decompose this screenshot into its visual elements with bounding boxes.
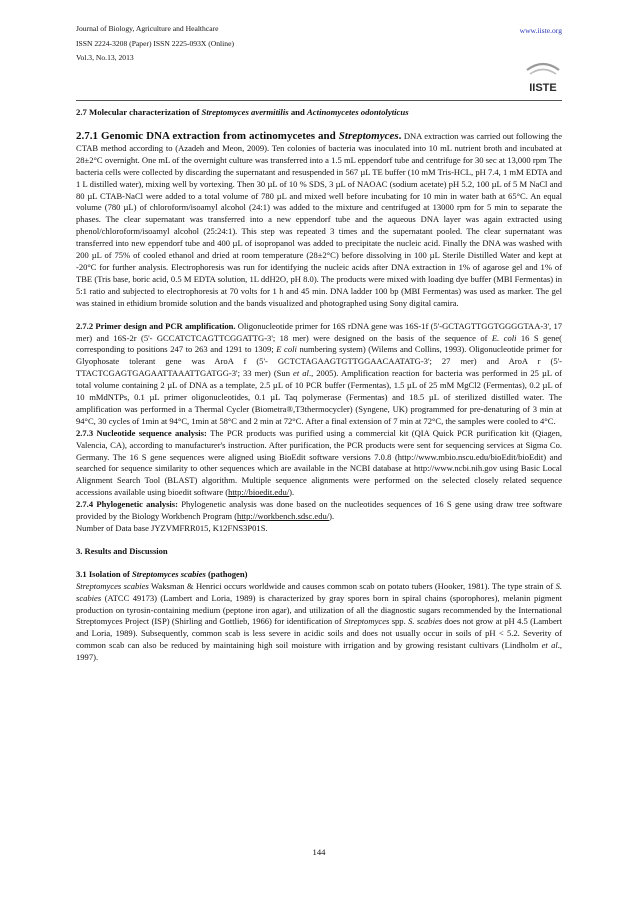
heading-3: 3. Results and Discussion <box>76 545 168 556</box>
paragraph-2-7-2: 2.7.2 Primer design and PCR amplification. Oligonucleotide primer for 16S rDNA gene was 16S-1f (5'-GCTAGTTGGTGGGGTAA-3', 17 mer) and 16S-2r (5'- GCCATCTCAGTTCGGATTG-3'; 18 mer) were designed on the basis of the sequence of E. coli 16 S gene( corresponding to positions 247 to 263 and 1291 to 1309; E coli numbering system) (Wilems and Collins, 1993). Oligonucleotide primer for Glyophosate tolerant gene was AroA f (5'- GCTCTAGAAGTGTTGGAACAATATG-3'; 27 mer) and AroA r (5'-TTACTCGAGTGAGAATTAAATTGATGG-3'; 33 mer) (Sun et al., 2005). Amplification reaction for bacteria was performed in 25 µL of total volume containing 2 µL of DNA as a template, 2.5 µL of 10 PCR buffer (Fermentas), 1.5 µL of 25 mM MgCl2 (Fermentas), 0.2 µL of 10 mMdNTPs, 0.1 µL primer oligonucleotides, 0.1 µL Taq polymerase (Fermentas) and 18.5 µL of sterilized distilled water. The amplification was performed in a Thermal Cycler (Biometra®,T3thermocycler) (Syngene, UK) programmed for pre-denaturing of 3 min at 94°C, 30 cycles of 1min at 94°C, 1min at 58°C and 2 min at 72°C. After a final extension of 7 min at 72°C, the samples were cooled to 4°C. <box>76 320 563 426</box>
paragraph-2-7-3: 2.7.3 Nucleotide sequence analysis: The PCR products was purified using a commercial kit (QIA Quick PCR purification kit (Qiagen, Valencia, CA), according to manufacturer's instruction. After purification, the PCR products were sent for sequencing services at Sigma Co. Germany. The 16 S gene sequences were aligned using BioEdit software versions 7.0.8 (http://www.mbio.nscu.edu/bioEdit/bioEdit) and searched for sequence similarity to other sequences which are available in the NCBI database at http://www.ncbi.nih.gov using Basic Local Alignment Search Tool (BLAST) algorithm. Multiple sequence alignments were performed on the selected closely related sequence accessions available using bioedit software (http://bioedit.edu/). <box>76 427 563 498</box>
page-number: 144 <box>312 847 326 857</box>
paragraph-3-1: Streptomyces scabies Waksman & Henrici occurs worldwide and causes common scab on potato tubers (Hooker, 1981). The type strain of S. scabies (ATCC 49173) (Lambert and Loria, 1989) is characterized by gray spores born in spiral chains (sporophores), melanin pigment production on tyrosin-containing medium (peptone iron agar), and utilization of all the diagnostic sugars recommended by the International Streptomyces Project (ISP) (Shirling and Gottlieb, 1966) for identification of Streptomyces spp. S. scabies does not grow at pH 4.5 (Lambert and Loria, 1989). Subsequently, common scab is less severe in acidic soils and does not usually occur in soils of pH < 5.2. Severity of common scab can also be reduced by maintaining high soil moisture with irrigation and by growing resistant cultivars (Lindholm et al., 1997). <box>76 580 563 663</box>
paragraph-2-7-1: 2.7.1 Genomic DNA extraction from actinomycetes and Streptomyces. DNA extraction was carried out following the CTAB method according to (Azadeh and Meon, 2009). Ten colonies of bacteria was inoculated into 10 mL nutrient broth and incubated at 28±2°C overnight. One mL of the overnight culture was transferred into a 1.5 mL eppendorf tube and centrifuge for 30 sec at 13,000 rpm The bacteria cells were collected by discarding the supernatant and resuspended in 567 µL TE buffer (10 mM Tris-HCL, pH 7.4, 1 mM EDTA and 1 L distilled water), mixing well by vortexing. Then 30 µL of 10 % SDS, 3 µL of NAOAC (sodium acetate) pH 5.2, 100 µL of 5 M NaCl and 80 µL CTAB-NaCl were added to a total volume of 780 µL and mixed well before incubating for 10 min in water bath at 65°C. An equal volume (780 µL) of chloroform/isoamyl alcohol (24:1) was added to the mixture and centrifuged at 13000 rpm for 5 min to separate the phases. The clear supernatant was transferred into a new eppendorf tube and the aqueous DNA layer was again extracted using phenol/chloroform/isoamyl alcohol (25:24:1). This step was repeated 3 times and the supernatant pooled. The clear supernatant was transferred into new eppendorf tube and 400 µL of isopropanol was added to precipitate the nucleic acid. Finally the DNA was washed with 200 µL of 75% of cooled ethanol and dried at room temperature (28±2°C) before dissolving in 100 µL Sterile Distilled Water and kept at -20°C for further analysis. Electrophoresis was run for identifying the nucleic acids after DNA extraction in 1% of agarose gel and 1% of TBE (Tris base, boric acid, 0.5 M EDTA solution, 1L ddH2O, pH 8.0). The products were mixed with loading dye buffer (MBI Fermentas) in 5:1 ratio and subjected to electrophoresis at 70 volts for 1 h and 45 min. DNA ladder 100 bp (MBI Fermentas) was used as marker. The gel was stained in ethidium bromide solution and the bands visualized and photographed using Sony digital camira. <box>76 130 562 308</box>
workbench-link[interactable]: http://workbench.sdsc.edu/ <box>237 511 330 522</box>
logo-text: IISTE <box>529 82 557 94</box>
page-body <box>76 106 562 664</box>
header-divider <box>76 100 562 101</box>
heading-2-7-4: 2.7.4 Phylogenetic analysis: <box>76 499 178 510</box>
heading-3-1: 3.1 Isolation of Streptomyces scabies (pathogen) <box>76 568 248 579</box>
journal-url-link[interactable]: www.iiste.org <box>519 26 562 35</box>
page-header <box>76 22 562 104</box>
paragraph-2-7-4: 2.7.4 Phylogenetic analysis: Phylogenetic analysis was done based on the nucleotides sequences of 16 S gene using draw tree software provided by the Biology Workbench Program (http://workbench.sdsc.edu/). <box>76 499 562 522</box>
issn-line: ISSN 2224-3208 (Paper) ISSN 2225-093X (Online) <box>76 38 234 48</box>
database-numbers: Number of Data base JYZVMFRR015, K12FNS3P01S. <box>76 523 268 533</box>
journal-name: Journal of Biology, Agriculture and Healthcare <box>76 24 219 33</box>
heading-2-7-1: 2.7.1 Genomic DNA extraction from actinomycetes and <box>76 130 339 142</box>
section-title: 2.7 Molecular characterization of Streptomyces avermitilis and Actinomycetes odontolyticus <box>76 107 409 117</box>
heading-2-7-3: 2.7.3 Nucleotide sequence analysis: <box>76 427 207 438</box>
heading-2-7-2: 2.7.2 Primer design and PCR amplification. <box>76 320 236 331</box>
bioedit-link[interactable]: http://bioedit.edu/ <box>228 487 290 498</box>
volume-line: Vol.3, No.13, 2013 <box>76 53 134 62</box>
iiste-logo <box>524 60 562 96</box>
